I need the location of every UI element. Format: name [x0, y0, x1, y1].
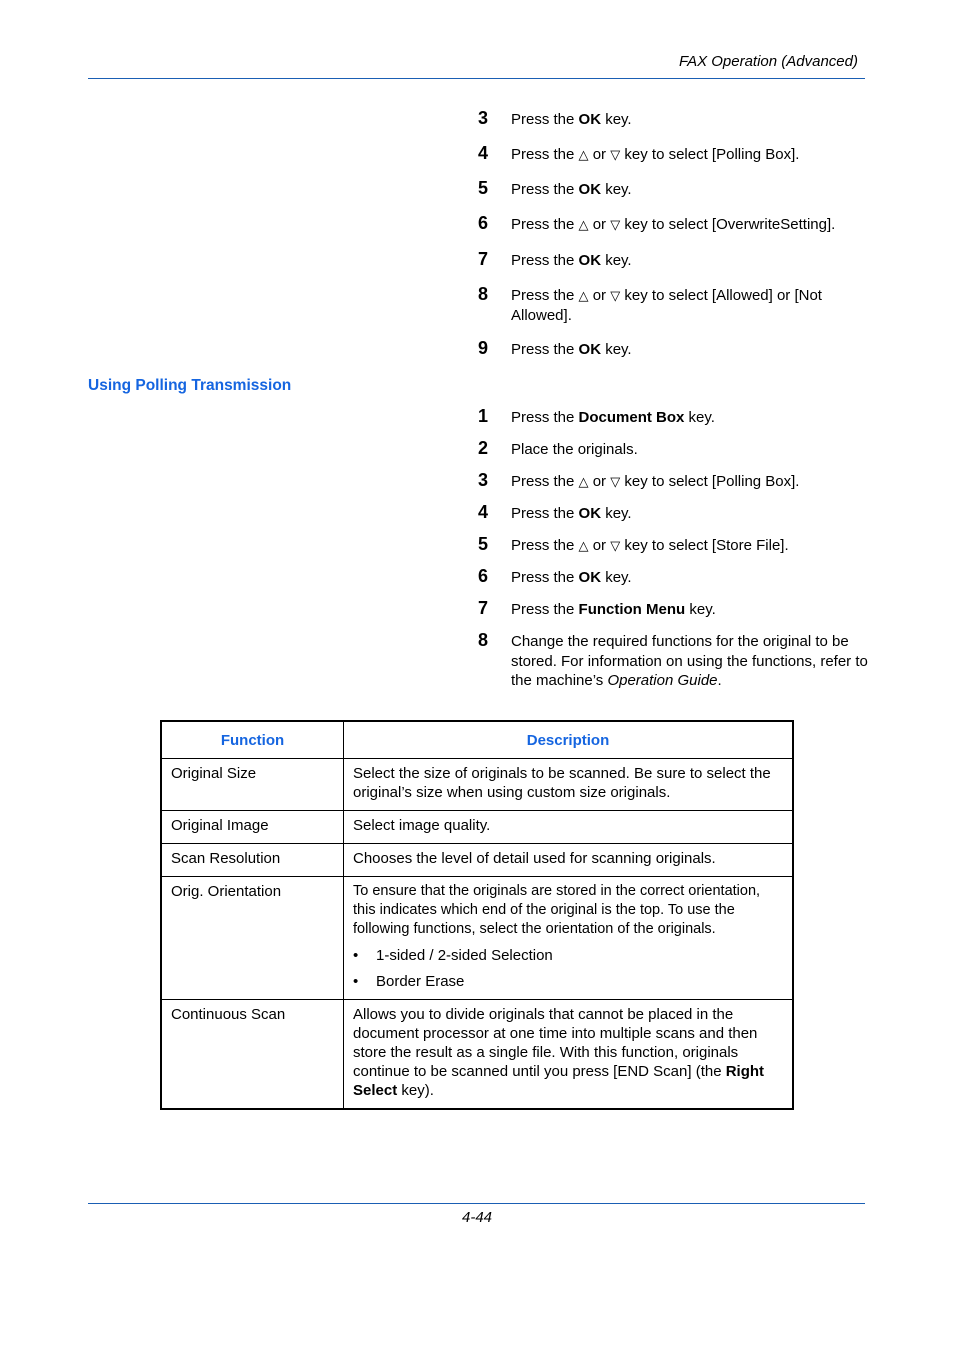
- up-arrow-icon: △: [578, 538, 589, 553]
- table-row: [161, 877, 793, 1000]
- step-number: 8: [478, 630, 489, 650]
- bullet-item: • Border Erase: [353, 973, 465, 990]
- step-text: Press the Function Menu key.: [511, 601, 716, 618]
- function-cell: Continuous Scan: [161, 1000, 344, 1110]
- table-header-row: [161, 721, 793, 759]
- function-cell: Original Size: [161, 759, 344, 811]
- function-cell: Original Image: [161, 811, 344, 844]
- up-arrow-icon: △: [578, 474, 589, 489]
- table-row: [161, 1000, 793, 1110]
- step-number: 2: [478, 438, 489, 458]
- step-text: Change the required functions for the original to be stored. For information on using the functions, refer to the machine’s Operation Guide.: [511, 633, 868, 689]
- step-number: 9: [478, 338, 489, 358]
- header-title: FAX Operation (Advanced): [679, 53, 858, 70]
- section-heading: Using Polling Transmission: [88, 377, 292, 394]
- up-arrow-icon: △: [578, 288, 589, 303]
- step-text: Press the OK key.: [511, 252, 632, 269]
- description-cell: Select the size of originals to be scanned. Be sure to select the original’s size when using custom size originals.: [344, 759, 794, 811]
- down-arrow-icon: ▽: [610, 474, 621, 489]
- step-text: Press the OK key.: [511, 111, 632, 128]
- description-cell: Allows you to divide originals that cannot be placed in the document processor at one time into multiple scans and then store the result as a single file. With this function, originals continue to be scanned until you press [END Scan] (the Right Select key).: [344, 1000, 794, 1110]
- step-text: Press the △ or ▽ key to select [Polling Box].: [511, 146, 800, 163]
- step-number: 6: [478, 213, 489, 233]
- step-text: Press the OK key.: [511, 181, 632, 198]
- step-text: Press the △ or ▽ key to select [Polling Box].: [511, 473, 800, 490]
- step-number: 3: [478, 108, 489, 128]
- column-header-function: Function: [161, 721, 344, 759]
- bullet-item: • 1-sided / 2-sided Selection: [353, 947, 553, 964]
- header-rule: [88, 78, 865, 79]
- down-arrow-icon: ▽: [610, 288, 621, 303]
- table-row: [161, 811, 793, 844]
- page-number: 4-44: [461, 1209, 493, 1226]
- step-text: Press the △ or ▽ key to select [Allowed] or [Not Allowed].: [511, 287, 822, 324]
- table-row: [161, 759, 793, 811]
- bullet-icon: •: [353, 947, 359, 964]
- down-arrow-icon: ▽: [610, 538, 621, 553]
- step-text: Press the OK key.: [511, 505, 632, 522]
- step-text: Place the originals.: [511, 441, 638, 458]
- step-text: Press the △ or ▽ key to select [Store File].: [511, 537, 789, 554]
- step-number: 7: [478, 249, 489, 269]
- up-arrow-icon: △: [578, 217, 589, 232]
- step-text: Press the OK key.: [511, 569, 632, 586]
- step-number: 4: [478, 502, 489, 522]
- step-number: 3: [478, 470, 489, 490]
- down-arrow-icon: ▽: [610, 147, 621, 162]
- step-number: 5: [478, 534, 489, 554]
- description-cell: Chooses the level of detail used for scanning originals.: [344, 844, 794, 877]
- up-arrow-icon: △: [578, 147, 589, 162]
- description-cell: [344, 877, 794, 1000]
- bullet-icon: •: [353, 973, 359, 990]
- footer-rule: [88, 1203, 865, 1204]
- step-number: 6: [478, 566, 489, 586]
- table-row: [161, 844, 793, 877]
- step-number: 5: [478, 178, 489, 198]
- function-cell: Scan Resolution: [161, 844, 344, 877]
- description-text: To ensure that the originals are stored in the correct orientation, this indicates which end of the original is the top. To use the following functions, select the orientation of the originals.: [353, 883, 761, 937]
- step-number: 1: [478, 406, 489, 426]
- step-text: Press the Document Box key.: [511, 409, 715, 426]
- step-text: Press the OK key.: [511, 341, 632, 358]
- step-text: Press the △ or ▽ key to select [OverwriteSetting].: [511, 216, 836, 233]
- column-header-description: Description: [344, 721, 794, 759]
- step-number: 8: [478, 284, 489, 304]
- down-arrow-icon: ▽: [610, 217, 621, 232]
- step-number: 7: [478, 598, 489, 618]
- description-cell: Select image quality.: [344, 811, 794, 844]
- functions-table: [160, 720, 794, 1110]
- step-number: 4: [478, 143, 489, 163]
- function-cell: Orig. Orientation: [161, 877, 344, 1000]
